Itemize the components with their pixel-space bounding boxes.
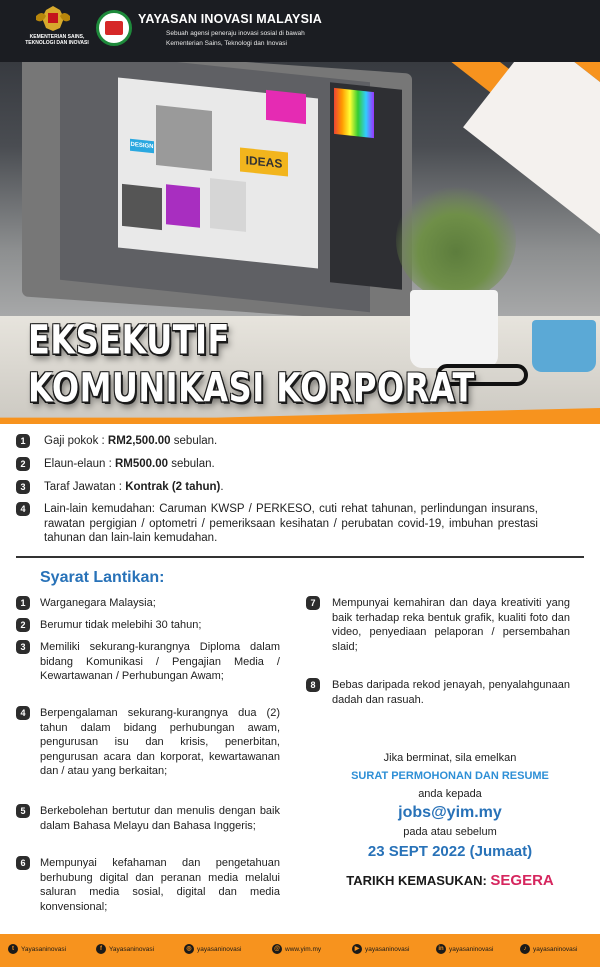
facebook-icon: f [96, 944, 106, 954]
apply-email-link[interactable]: jobs@yim.my [398, 804, 502, 821]
social-facebook-text: Yayasaninovasi [109, 945, 155, 953]
req-item-6: Mempunyai kefahaman dan pengetahuan berhubung digital dan peranan media melalui saluran media sosial, digital dan media konvensional; [40, 857, 280, 913]
req-bullet-1: 1 [16, 596, 30, 610]
req-item-1: Warganegara Malaysia; [40, 597, 156, 609]
apply-deadline: 23 SEPT 2022 (Jumaat) [367, 843, 533, 860]
linkedin-icon: in [436, 944, 446, 954]
requirements-title: Syarat Lantikan: [40, 569, 165, 586]
apply-documents: SURAT PERMOHONAN DAN RESUME [351, 770, 549, 782]
plant-image [396, 180, 516, 300]
social-twitter-text: Yayasaninovasi [21, 945, 67, 953]
social-tiktok-text: yayasaninovasi [533, 945, 578, 953]
req-item-3: Memiliki sekurang-kurangnya Diploma dalam bidang Komunikasi / Pengajian Media / Kewartawanan / Perhubungan Awam; [40, 641, 280, 682]
social-twitter[interactable] [8, 944, 66, 954]
entry-date [330, 872, 570, 889]
org-subtitle-1: Sebuah agensi peneraju inovasi sosial di bawah [166, 30, 305, 37]
org-name: YAYASAN INOVASI MALAYSIA [138, 12, 323, 26]
color-picker [334, 88, 374, 138]
white-tile [210, 178, 246, 232]
design-tile [130, 139, 154, 154]
req-item-5: Berkebolehan bertutur dan menulis dengan baik dalam Bahasa Melayu dan Bahasa Inggeris; [40, 805, 280, 832]
apply-intro: Jika berminat, sila emelkan [383, 752, 517, 764]
design-label: DESIGN [130, 141, 154, 151]
req-item-4: Berpengalaman sekurang-kurangnya dua (2) tahun dalam bidang perhubungan awam, pengurusan isu dan krisis, penerbitan, pengurusan acara dan korporat, kewartawanan dan / atau yang berkaitan; [40, 707, 280, 777]
malaysia-crest-icon [34, 4, 72, 32]
benefit-status: Taraf Jawatan : Kontrak (2 tahun). [44, 481, 224, 493]
ideas-label: IDEAS [245, 153, 283, 171]
bullet-3: 3 [16, 480, 30, 494]
req-item-8: Bebas daripada rekod jenayah, penyalahgunaan dadah dan rasuah. [332, 679, 570, 706]
footer-social-bar [0, 934, 600, 967]
allowance-value: RM500.00 [114, 458, 169, 470]
social-facebook[interactable] [96, 944, 154, 954]
social-web[interactable] [272, 944, 321, 954]
salary-value: RM2,500.00 [107, 435, 171, 447]
plant-pot [410, 290, 498, 368]
req-item-2: Berumur tidak melebihi 30 tahun; [40, 619, 202, 631]
twitter-icon: t [8, 944, 18, 954]
social-youtube[interactable] [352, 944, 409, 954]
job-title-line2: KOMUNIKASI KORPORAT [28, 364, 475, 412]
instagram-icon: ◎ [184, 944, 194, 954]
purple-tile [166, 184, 200, 228]
benefit-salary: Gaji pokok : RM2,500.00 sebulan. [44, 435, 218, 447]
req-bullet-6: 6 [16, 856, 30, 870]
section-divider [16, 556, 584, 558]
benefits-section [0, 428, 600, 556]
bullet-2: 2 [16, 457, 30, 471]
req-item-7: Mempunyai kemahiran dan daya kreativiti yang baik terhadap reka bentuk grafik, kualiti foto dan video, penyediaan pelaporan / persembahan slaid; [332, 597, 570, 653]
req-bullet-8: 8 [306, 678, 320, 692]
photo-tile [156, 105, 212, 171]
social-linkedin[interactable] [436, 944, 493, 954]
entry-date-value: SEGERA [490, 872, 554, 889]
social-tiktok[interactable] [520, 944, 577, 954]
bullet-1: 1 [16, 434, 30, 448]
ideas-tile [240, 147, 288, 176]
tiktok-icon: ♪ [520, 944, 530, 954]
magenta-tile [266, 90, 306, 124]
web-icon: @ [272, 944, 282, 954]
req-bullet-5: 5 [16, 804, 30, 818]
grey-photo-tile [122, 184, 162, 230]
org-subtitle-2: Kementerian Sains, Teknologi dan Inovasi [166, 40, 287, 47]
social-web-text: www.yim.my [285, 945, 322, 953]
social-linkedin-text: yayasaninovasi [449, 945, 494, 953]
social-instagram[interactable] [184, 944, 241, 954]
apply-to: anda kepada [418, 788, 482, 800]
mug-image [532, 320, 596, 372]
req-bullet-3: 3 [16, 640, 30, 654]
benefit-allowance: Elaun-elaun : RM500.00 sebulan. [44, 458, 215, 470]
youtube-icon: ▶ [352, 944, 362, 954]
apply-before: pada atau sebelum [403, 826, 497, 838]
req-bullet-2: 2 [16, 618, 30, 632]
status-value: Kontrak (2 tahun) [125, 481, 221, 493]
social-instagram-text: yayasaninovasi [197, 945, 242, 953]
job-title-line1: EKSEKUTIF [28, 316, 230, 364]
gov-logo [18, 4, 88, 58]
req-bullet-4: 4 [16, 706, 30, 720]
bullet-4: 4 [16, 502, 30, 516]
entry-date-label: TARIKH KEMASUKAN: [346, 873, 491, 888]
req-bullet-7: 7 [306, 596, 320, 610]
gov-ministry-text: KEMENTERIAN SAINS, TEKNOLOGI DAN INOVASI [25, 34, 89, 46]
benefit-other: Lain-lain kemudahan: Caruman KWSP / PERKESO, cuti rehat tahunan, perlindungan insurans, rawatan pergigian / optometri / pemeriksaan kesihatan / perubatan covid-19, imbuhan prestasi tahunan dan lain-lain kemudahan. [44, 503, 538, 544]
yim-logo [96, 10, 132, 46]
hero-banner [0, 0, 600, 418]
social-youtube-text: yayasaninovasi [365, 945, 410, 953]
